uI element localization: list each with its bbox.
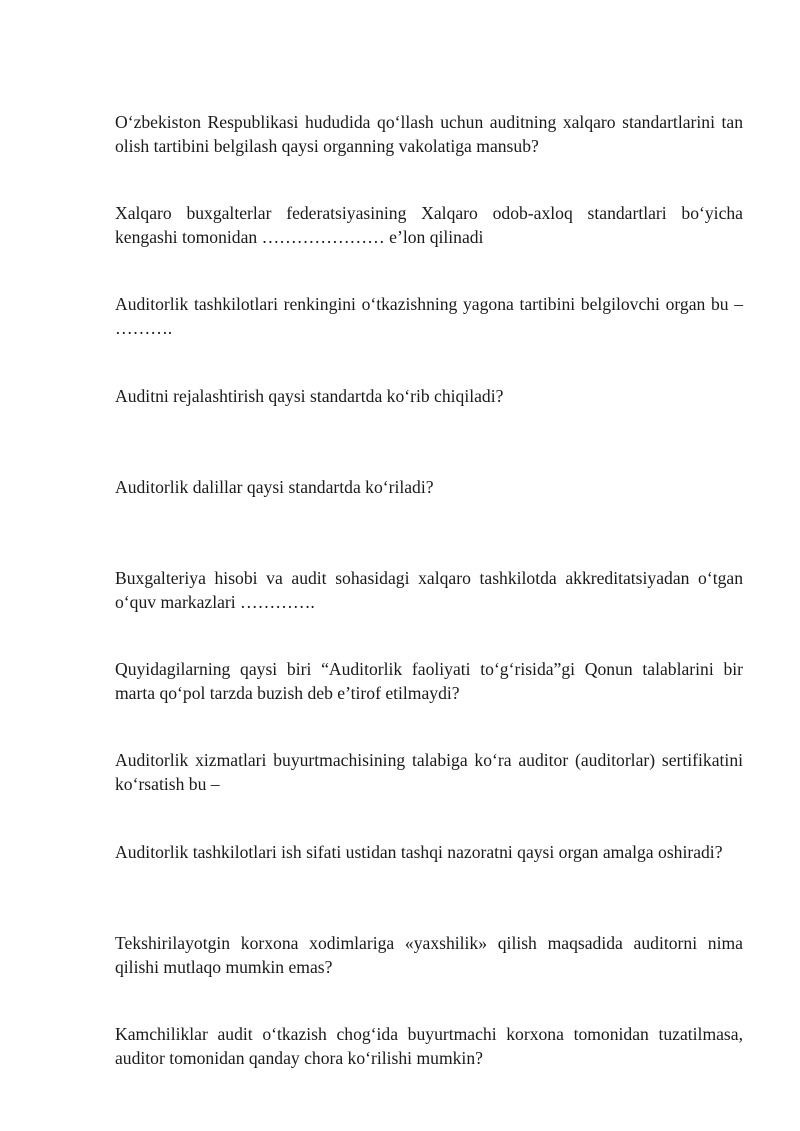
question-11: Kamchiliklar audit o‘tkazish chog‘ida buyurtmachi korxona tomonidan tuzatilmasa, auditor tomonidan qanday chora ko‘rilishi mumkin?	[115, 1023, 743, 1068]
question-8: Auditorlik xizmatlari buyurtmachisining talabiga ko‘ra auditor (auditorlar) sertifikatini ko‘rsatish bu –	[115, 750, 743, 795]
question-5: Auditorlik dalillar qaysi standartda ko‘riladi?	[115, 476, 434, 497]
question-list	[115, 110, 743, 1113]
question-6: Buxgalteriya hisobi va audit sohasidagi xalqaro tashkilotda akkreditatsiyadan o‘tgan o‘quv markazlari ………….	[115, 567, 743, 612]
question-7: Quyidagilarning qaysi biri “Auditorlik faoliyati to‘g‘risida”gi Qonun talablarini bir marta qo‘pol tarzda buzish deb e’tirof etilmaydi?	[115, 659, 743, 704]
question-10: Tekshirilayotgin korxona xodimlariga «yaxshilik» qilish maqsadida auditorni nima qilishi mutlaqo mumkin emas?	[115, 932, 743, 977]
question-9: Auditorlik tashkilotlari ish sifati ustidan tashqi nazoratni qaysi organ amalga oshiradi?	[115, 841, 723, 862]
question-4: Auditni rejalashtirish qaysi standartda ko‘rib chiqiladi?	[115, 385, 504, 406]
question-2: Xalqaro buxgalterlar federatsiyasining Xalqaro odob-axloq standartlari bo‘yicha kengashi tomonidan ………………… e’lon qilinadi	[115, 203, 743, 248]
question-3: Auditorlik tashkilotlari renkingini o‘tkazishning yagona tartibini belgilovchi organ bu – ……….	[115, 294, 743, 339]
question-1: O‘zbekiston Respublikasi hududida qo‘llash uchun auditning xalqaro standartlarini tan olish tartibini belgilash qaysi organning vakolatiga mansub?	[115, 112, 743, 156]
